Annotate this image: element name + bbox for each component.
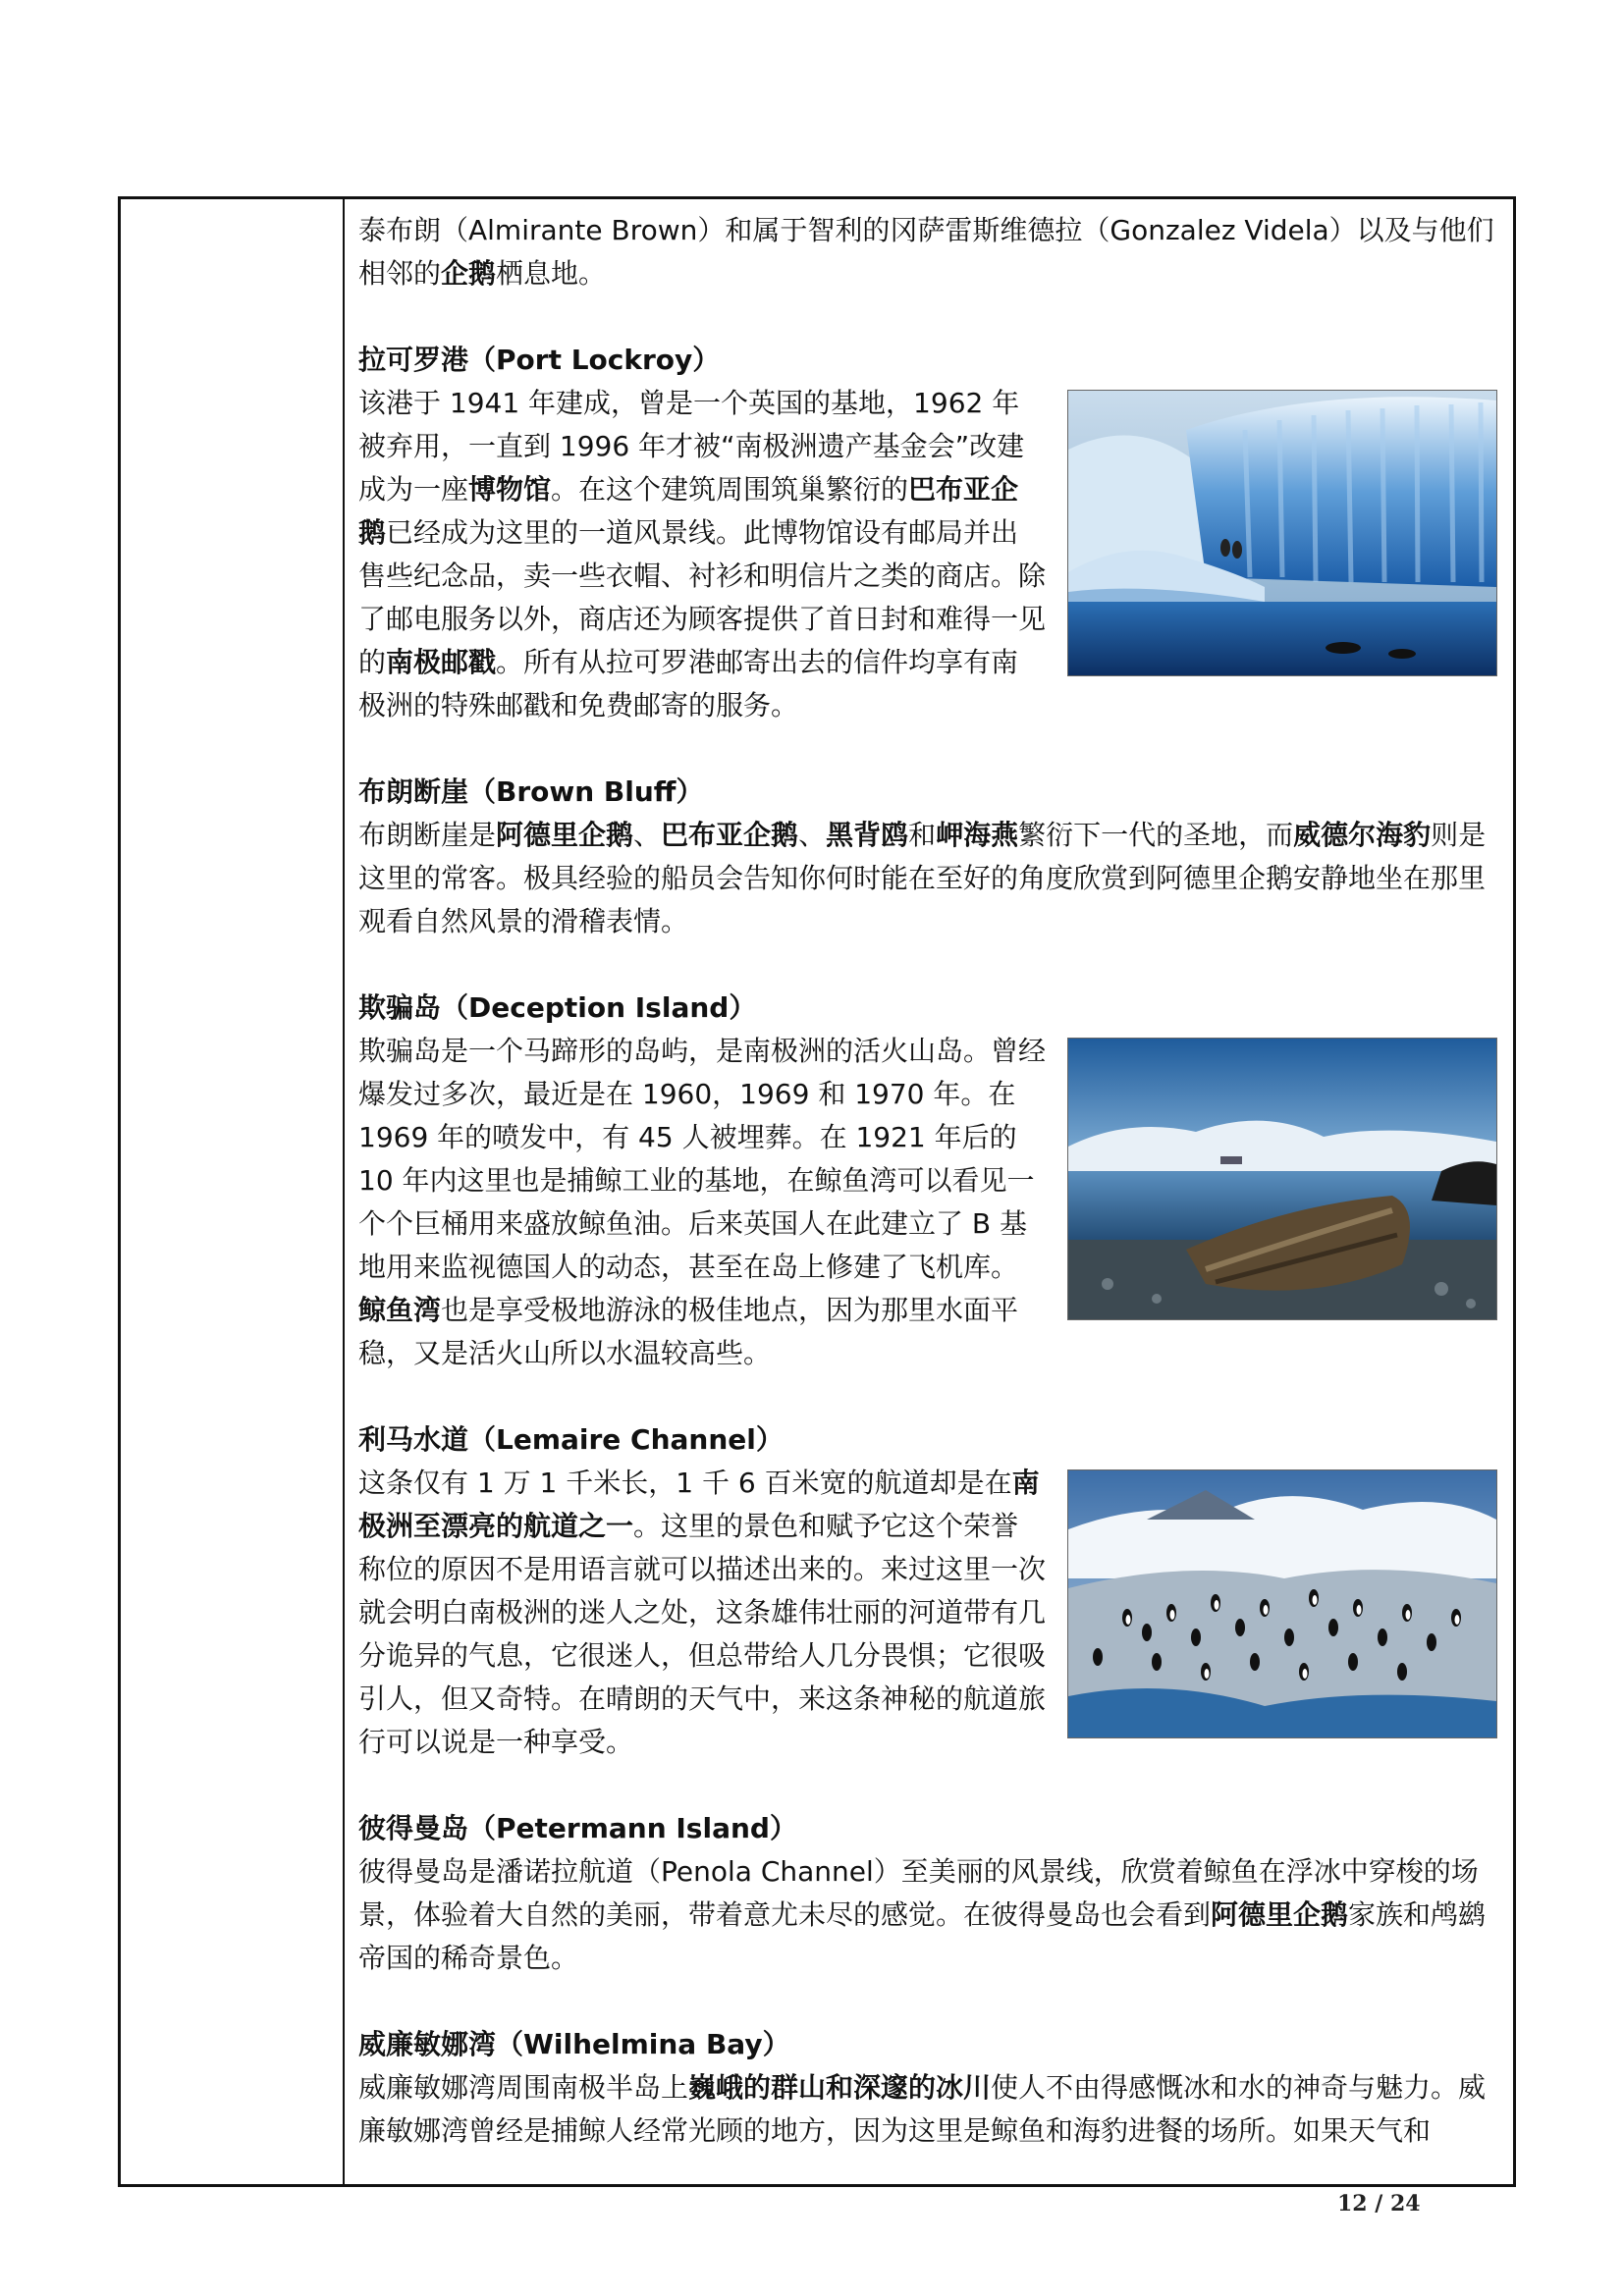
petermann-island-paragraph: 彼得曼岛是潘诺拉航道（Penola Channel）至美丽的风景线，欣赏着鲸鱼在浮冰中穿梭的场景，体验着大自然的美丽，带着意尤未尽的感觉。在彼得曼岛也会看到阿德里企鹅家族和鸬鹚帝国的稀奇景色。 (358, 1855, 1487, 1974)
shipwreck-photo (1067, 1038, 1497, 1320)
deception-island-section (358, 987, 1497, 1375)
wilhelmina-bay-title: 威廉敏娜湾（Wilhelmina Bay） (358, 2028, 790, 2060)
port-lockroy-paragraph: 该港于 1941 年建成，曾是一个英国的基地，1962 年被弃用，一直到 1996 年才被“南极洲遗产基金会”改建成为一座博物馆。在这个建筑周围筑巢繁衍的巴布亚企鹅已经成为这里的一道风景线。此博物馆设有邮局并出售些纪念品，卖一些衣帽、衬衫和明信片之类的商店。除了邮电服务以外，商店还为顾客提供了首日封和难得一见的南极邮戳。所有从拉可罗港邮寄出去的信件均享有南极洲的特殊邮戳和免费邮寄的服务。 (358, 387, 1047, 721)
left-column (121, 199, 345, 2184)
port-lockroy-title: 拉可罗港（Port Lockroy） (358, 344, 721, 376)
page-number: 12 / 24 (1337, 2191, 1421, 2216)
itinerary-content (358, 209, 1497, 2153)
wilhelmina-bay-paragraph: 威廉敏娜湾周围南极半岛上巍峨的群山和深邃的冰川使人不由得感慨冰和水的神奇与魅力。威廉敏娜湾曾经是捕鲸人经常光顾的地方，因为这里是鲸鱼和海豹进餐的场所。如果天气和 (358, 2071, 1487, 2147)
brown-bluff-section (358, 771, 1497, 943)
petermann-island-section (358, 1807, 1497, 1980)
petermann-island-title: 彼得曼岛（Petermann Island） (358, 1812, 797, 1844)
lemaire-channel-paragraph: 这条仅有 1 万 1 千米长，1 千 6 百米宽的航道却是在南极洲至漂亮的航道之一。这里的景色和赋予它这个荣誉称位的原因不是用语言就可以描述出来的。来过这里一次就会明白南极洲的迷人之处，这条雄伟壮丽的河道带有几分诡异的气息，它很迷人，但总带给人几分畏惧；它很吸引人，但又奇特。在晴朗的天气中，来这条神秘的航道旅行可以说是一种享受。 (358, 1467, 1047, 1758)
brown-bluff-paragraph: 布朗断崖是阿德里企鹅、巴布亚企鹅、黑背鸥和岬海燕繁衍下一代的圣地，而威德尔海豹则是这里的常客。极具经验的船员会告知你何时能在至好的角度欣赏到阿德里企鹅安静地坐在那里观看自然风景的滑稽表情。 (358, 819, 1487, 937)
intro-section (358, 209, 1497, 295)
intro-paragraph: 泰布朗（Almirante Brown）和属于智利的冈萨雷斯维德拉（Gonzalez Videla）以及与他们相邻的企鹅栖息地。 (358, 214, 1494, 290)
deception-island-paragraph: 欺骗岛是一个马蹄形的岛屿，是南极洲的活火山岛。曾经爆发过多次，最近是在 1960，1969 和 1970 年。在 1969 年的喷发中，有 45 人被埋葬。在 1921 年后的 10 年内这里也是捕鲸工业的基地，在鲸鱼湾可以看见一个个巨桶用来盛放鲸鱼油。后来英国人在此建立了 B 基地用来监视德国人的动态，甚至在岛上修建了飞机库。鲸鱼湾也是享受极地游泳的极佳地点，因为那里水面平稳，又是活火山所以水温较高些。 (358, 1035, 1047, 1369)
lemaire-channel-title: 利马水道（Lemaire Channel） (358, 1423, 784, 1456)
deception-island-title: 欺骗岛（Deception Island） (358, 991, 757, 1024)
document-table (118, 196, 1516, 2187)
lemaire-channel-section (358, 1418, 1497, 1764)
brown-bluff-title: 布朗断崖（Brown Bluff） (358, 775, 704, 808)
penguin-colony-photo (1067, 1469, 1497, 1738)
wilhelmina-bay-section (358, 2023, 1497, 2153)
port-lockroy-section (358, 339, 1497, 727)
iceberg-penguins-photo (1067, 390, 1497, 676)
